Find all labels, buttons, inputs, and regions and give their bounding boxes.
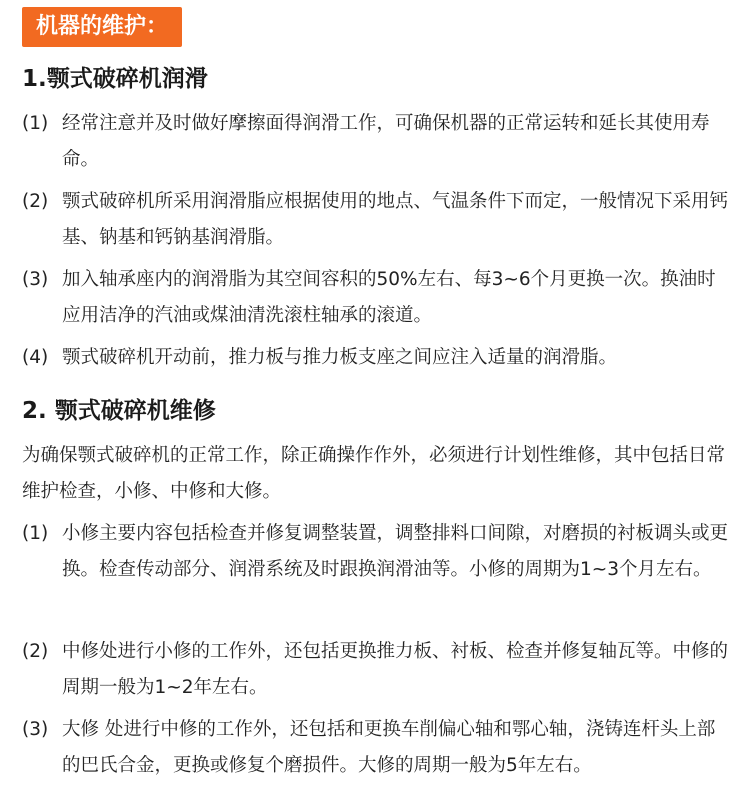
item-text: 经常注意并及时做好摩擦面得润滑工作，可确保机器的正常运转和延长其使用寿命。 [62,113,710,170]
section2-title: 2. 颚式破碎机维修 [22,398,216,424]
list-item [22,262,728,334]
item-number: (1) [22,113,49,134]
list-item [22,340,728,376]
item-number: (1) [22,523,49,544]
list-item [22,712,728,784]
item-number: (3) [22,719,49,740]
item-number: (2) [22,641,49,662]
item-number: (3) [22,269,49,290]
item-text: 加入轴承座内的润滑脂为其空间容积的50%左右、每3~6个月更换一次。换油时应用洁净的汽油或煤油清洗滚柱轴承的滚道。 [62,269,716,326]
section2-intro: 为确保颚式破碎机的正常工作，除正确操作作外，必须进行计划性维修，其中包括日常维护检查，小修、中修和大修。 [22,445,726,502]
item-text: 颚式破碎机所采用润滑脂应根据使用的地点、气温条件下而定，一般情况下采用钙基、钠基和钙钠基润滑脂。 [62,191,729,248]
list-item [22,634,728,706]
list-item [22,184,728,256]
list-item [22,106,728,178]
section1-title: 1.颚式破碎机润滑 [22,66,208,92]
item-text: 大修 处进行中修的工作外，还包括和更换车削偏心轴和鄂心轴，浇铸连杆头上部的巴氏合金，更换或修复个磨损件。大修的周期一般为5年左右。 [62,719,716,776]
section-badge: 机器的维护： [22,7,182,47]
item-text: 小修主要内容包括检查并修复调整装置，调整排料口间隙，对磨损的衬板调头或更换。检查传动部分、润滑系统及时跟换润滑油等。小修的周期为1~3个月左右。 [62,523,729,580]
list-item [22,516,728,588]
item-number: (2) [22,191,49,212]
item-number: (4) [22,347,49,368]
item-text: 颚式破碎机开动前，推力板与推力板支座之间应注入适量的润滑脂。 [62,347,618,368]
item-text: 中修处进行小修的工作外，还包括更换推力板、衬板、检查并修复轴瓦等。中修的周期一般为1~2年左右。 [62,641,729,698]
